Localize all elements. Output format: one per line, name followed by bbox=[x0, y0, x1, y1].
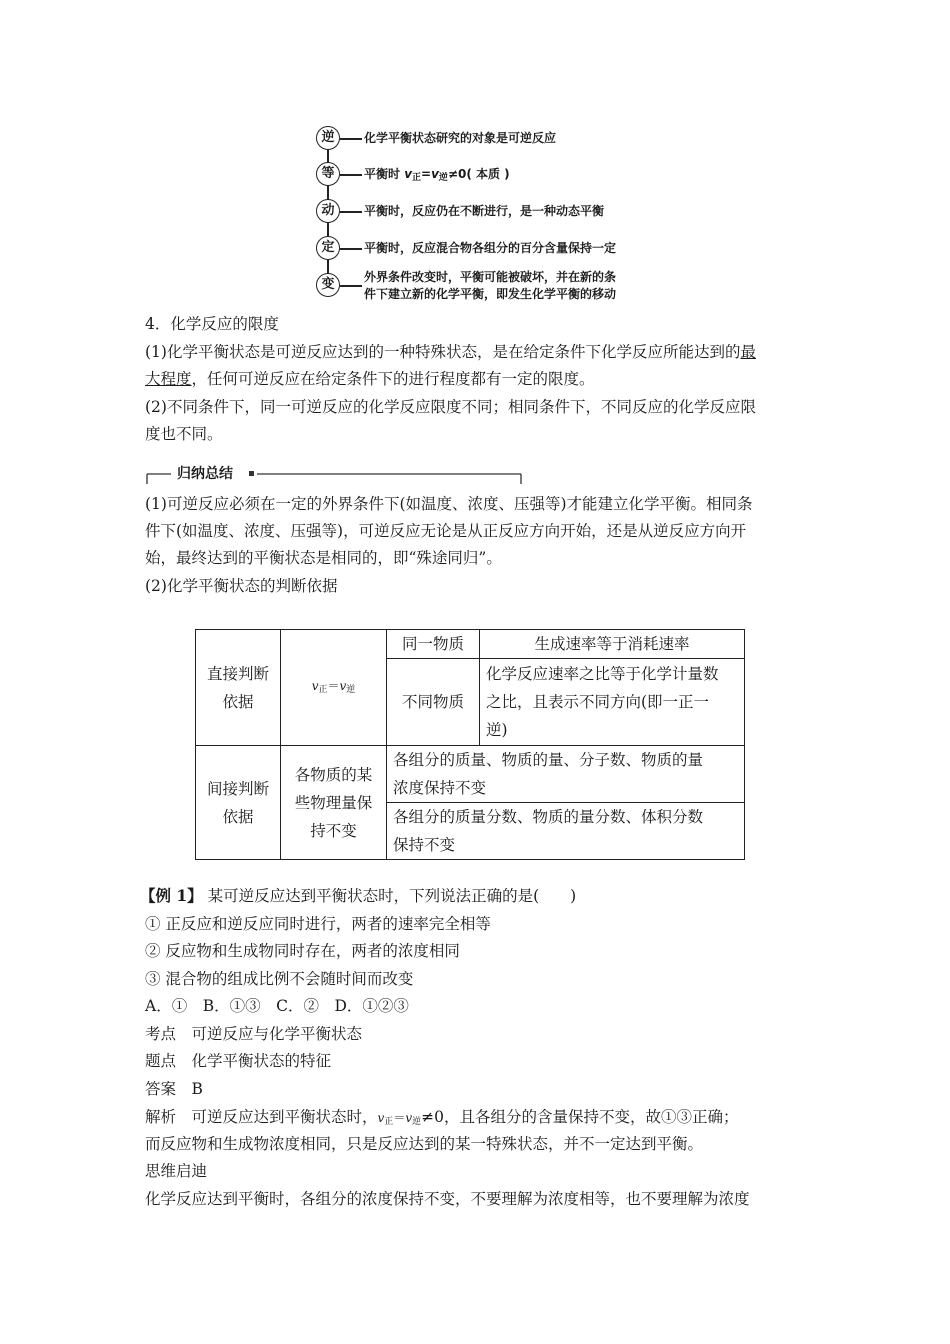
summary-paragraph-1-line-1: (1)可逆反应必须在一定的外界条件下(如温度、浓度、压强等)才能建立化学平衡。相同条 bbox=[145, 495, 753, 513]
table-cell-diff-substance: 不同物质 bbox=[387, 659, 480, 746]
example-option-2: ② 反应物和生成物同时存在，两者的浓度相同 bbox=[145, 942, 460, 960]
example-analysis-line-1: 解析 可逆反应达到平衡状态时，$v_正=v_逆\ne 0$，且各组分的含量保持不变，故①③正确； bbox=[145, 1108, 739, 1127]
table-cell-indirect: 间接判断 依据 bbox=[196, 746, 281, 860]
summary-paragraph-1-line-3: 始，最终达到的平衡状态是相同的，即“殊途同归”。 bbox=[145, 549, 502, 567]
diagram-node-bian: 变 bbox=[316, 273, 340, 297]
example-option-3: ③ 混合物的组成比例不会随时间而改变 bbox=[145, 970, 414, 988]
table-cell-same-substance: 同一物质 bbox=[387, 630, 480, 659]
section-heading: 4．化学反应的限度 bbox=[145, 315, 279, 333]
thinking-title: 思维启迪 bbox=[145, 1162, 208, 1180]
section4-paragraph-2-line-2: 度也不同。 bbox=[145, 425, 223, 443]
diagram-text-bian-2: 件下建立新的化学平衡，即发生化学平衡的移动 bbox=[364, 287, 617, 301]
diagram-node-dong: 动 bbox=[316, 199, 340, 223]
example-choices: A．① B．①③ C．② D．①②③ bbox=[145, 997, 409, 1015]
table-cell-same-rule: 生成速率等于消耗速率 bbox=[480, 630, 745, 659]
table-cell-v-equation: $v_正=v_逆$ bbox=[281, 630, 387, 746]
section4-paragraph-2-line-1: (2)不同条件下，同一可逆反应的化学反应限度不同；相同条件下，不同反应的化学反应限 bbox=[145, 398, 756, 416]
section4-paragraph-1-line-1: (1)化学平衡状态是可逆反应达到的一种特殊状态，是在给定条件下化学反应所能达到的最 bbox=[145, 343, 756, 361]
table-cell-indirect-rule-2: 各组分的质量分数、物质的量分数、体积分数 保持不变 bbox=[387, 803, 745, 860]
table-cell-indirect-rule-1: 各组分的质量、物质的量、分子数、物质的量 浓度保持不变 bbox=[387, 746, 745, 803]
summary-paragraph-1-line-2: 件下(如温度、浓度、压强等)，可逆反应无论是从正反应方向开始，还是从逆反应方向开 bbox=[145, 522, 747, 540]
diagram-text-ni: 化学平衡状态研究的对象是可逆反应 bbox=[364, 131, 557, 145]
table-cell-diff-rule: 化学反应速率之比等于化学计量数 之比，且表示不同方向(即一正一 逆) bbox=[480, 659, 745, 746]
diagram-node-ni: 逆 bbox=[316, 126, 340, 150]
diagram-connector bbox=[340, 174, 362, 176]
diagram-node-ding: 定 bbox=[316, 236, 340, 260]
section4-paragraph-1-line-2: 大程度，任何可逆反应在给定条件下的进行程度都有一定的限度。 bbox=[145, 370, 595, 388]
example-question: 【例 1】 某可逆反应达到平衡状态时，下列说法正确的是( ) bbox=[140, 886, 577, 905]
example-option-1: ① 正反应和逆反应同时进行，两者的速率完全相等 bbox=[145, 915, 491, 933]
diagram-connector bbox=[340, 248, 362, 250]
diagram-text-dong: 平衡时，反应仍在不断进行，是一种动态平衡 bbox=[364, 204, 605, 218]
table-cell-physical-quantity: 各物质的某 些物理量保 持不变 bbox=[281, 746, 387, 860]
summary-paragraph-2: (2)化学平衡状态的判断依据 bbox=[145, 577, 338, 595]
example-tidian: 题点 化学平衡状态的特征 bbox=[145, 1052, 332, 1070]
table-cell-direct: 直接判断 依据 bbox=[196, 630, 281, 746]
thinking-line-1: 化学反应达到平衡时，各组分的浓度保持不变，不要理解为浓度相等，也不要理解为浓度 bbox=[145, 1190, 750, 1208]
table-row bbox=[196, 746, 745, 803]
diagram-text-ding: 平衡时，反应混合物各组分的百分含量保持一定 bbox=[364, 241, 617, 255]
example-analysis-line-2: 而反应物和生成物浓度相同，只是反应达到的某一特殊状态，并不一定达到平衡。 bbox=[145, 1135, 704, 1153]
example-answer: 答案 B bbox=[145, 1080, 203, 1098]
diagram-connector bbox=[340, 211, 362, 213]
table-row bbox=[196, 630, 745, 659]
diagram-connector bbox=[340, 138, 362, 140]
diagram-text-deng: 平衡时 $v_正=v_逆\ne 0$( 本质 ) bbox=[364, 167, 510, 183]
equilibrium-criteria-table bbox=[195, 629, 745, 860]
diagram-connector bbox=[340, 285, 362, 287]
summary-title: 归纳总结 bbox=[174, 463, 236, 483]
diagram-node-deng: 等 bbox=[316, 162, 340, 186]
example-kaodian: 考点 可逆反应与化学平衡状态 bbox=[145, 1025, 363, 1043]
diagram-text-bian-1: 外界条件改变时，平衡可能被破坏，并在新的条 bbox=[364, 270, 617, 284]
